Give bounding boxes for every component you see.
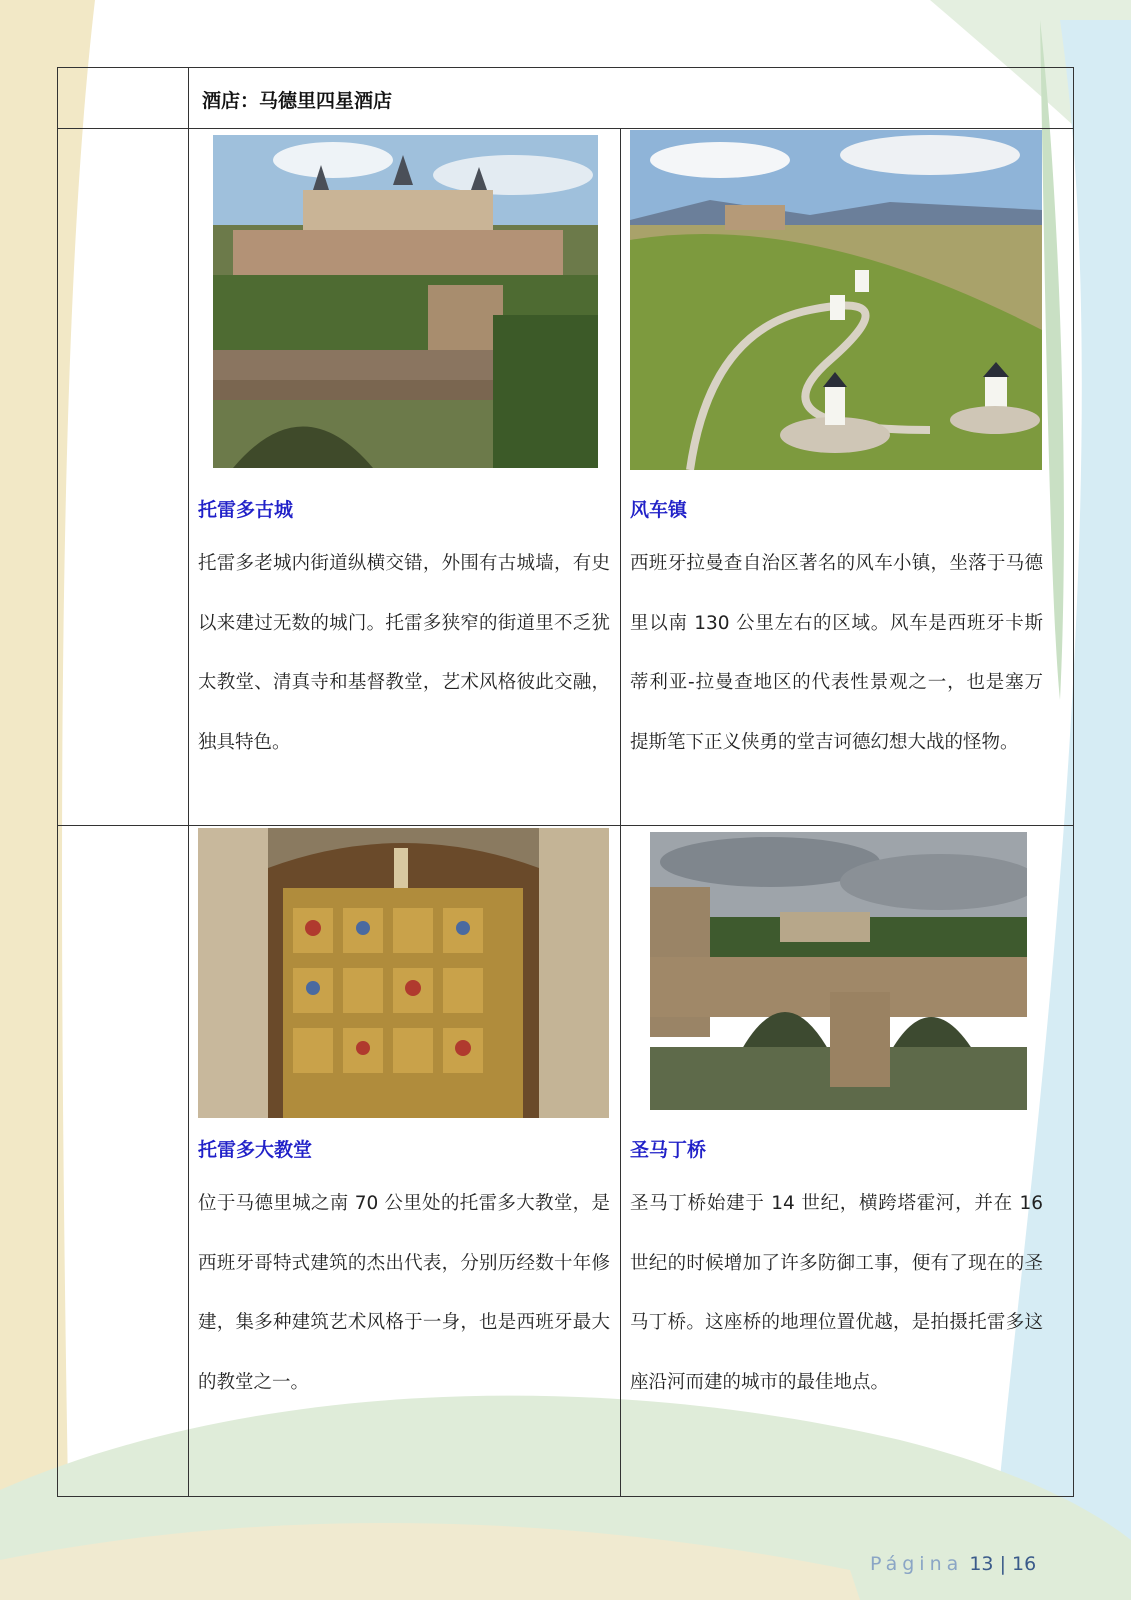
sight-title-windmill-town: 风车镇 — [630, 499, 688, 521]
toledo-old-town-photo — [213, 135, 598, 468]
sight-description-windmill-town: 西班牙拉曼查自治区著名的风车小镇，坐落于马德里以南 130 公里左右的区域。风车是西班牙卡斯蒂利亚-拉曼查地区的代表性景观之一，也是塞万提斯笔下正义侠勇的堂吉诃德幻想大战的怪物。 — [630, 553, 1043, 753]
windmill-town-photo — [630, 130, 1042, 470]
current-page-number: 13 — [969, 1553, 994, 1575]
page-separator: | — [999, 1553, 1006, 1575]
table-divider — [58, 128, 1073, 129]
toledo-cathedral-photo — [198, 828, 609, 1118]
sight-description-toledo-cathedral: 位于马德里城之南 70 公里处的托雷多大教堂，是西班牙哥特式建筑的杰出代表，分别历经数十年修建，集多种建筑艺术风格于一身，也是西班牙最大的教堂之一。 — [198, 1193, 610, 1393]
page-word: Página — [870, 1553, 964, 1575]
total-pages-number: 16 — [1012, 1553, 1037, 1575]
sight-description-san-martin-bridge: 圣马丁桥始建于 14 世纪，横跨塔霍河，并在 16 世纪的时候增加了许多防御工事，便有了现在的圣马丁桥。这座桥的地理位置优越，是拍摄托雷多这座沿河而建的城市的最佳地点。 — [630, 1193, 1043, 1393]
sight-description-toledo-old-town: 托雷多老城内街道纵横交错，外围有古城墙，有史以来建过无数的城门。托雷多狭窄的街道里不乏犹太教堂、清真寺和基督教堂，艺术风格彼此交融，独具特色。 — [198, 553, 610, 753]
page-footer — [870, 1553, 1036, 1575]
hotel-label: 酒店：马德里四星酒店 — [202, 90, 393, 112]
itinerary-table — [57, 67, 1074, 1497]
table-divider — [58, 825, 1073, 826]
sight-title-toledo-cathedral: 托雷多大教堂 — [198, 1139, 313, 1161]
table-divider — [188, 68, 189, 1496]
sight-title-toledo-old-town: 托雷多古城 — [198, 499, 294, 521]
san-martin-bridge-photo — [650, 832, 1027, 1110]
table-divider — [620, 128, 621, 1496]
sight-title-san-martin-bridge: 圣马丁桥 — [630, 1139, 707, 1161]
